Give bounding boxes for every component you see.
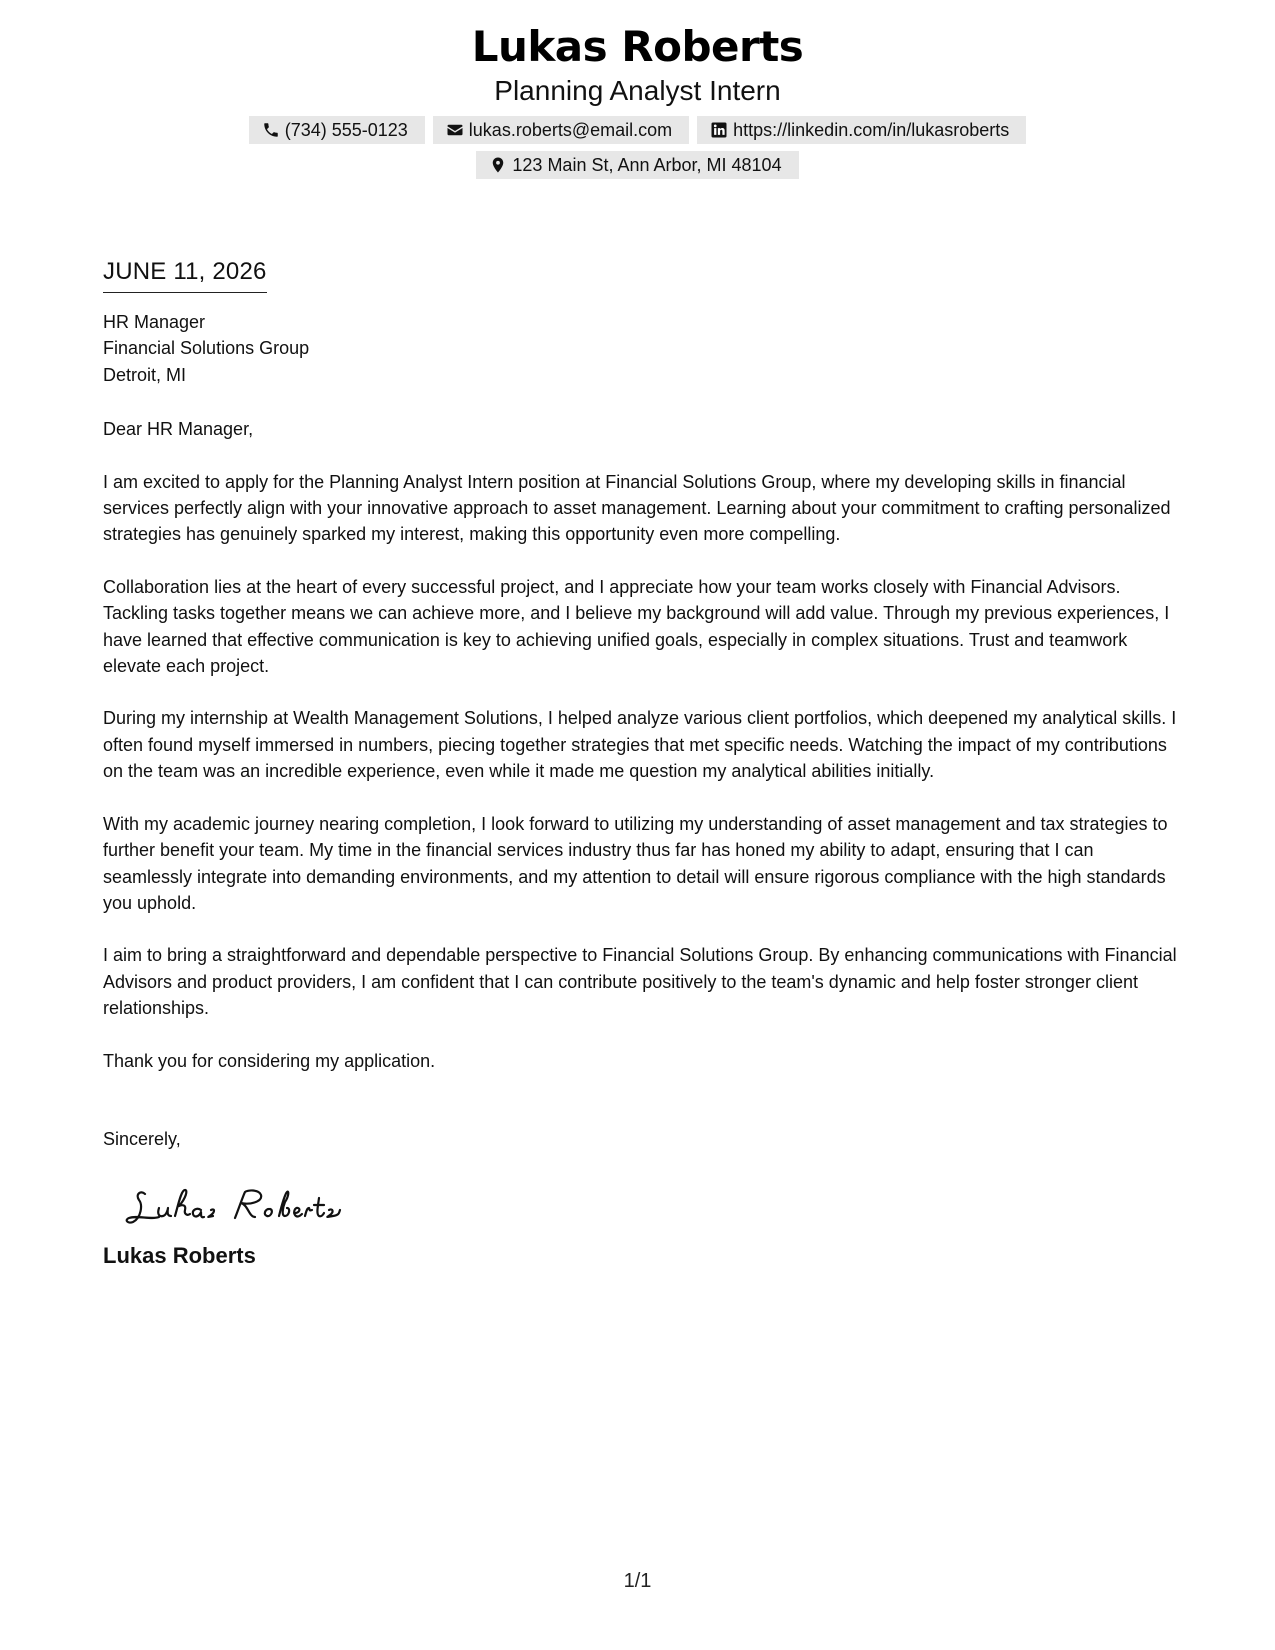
signed-name: Lukas Roberts xyxy=(103,1243,256,1269)
email-text: lukas.roberts@email.com xyxy=(468,119,673,140)
paragraph: During my internship at Wealth Management Solutions, I helped analyze various client portfolios, which deepened my analytical skills. I often found myself immersed in numbers, piecing together strategies that met specific needs. Watching the impact of my contributions on the team was an incredible experience, even while it made me question my analytical abilities initially. xyxy=(103,708,1177,782)
paragraph: Thank you for considering my application. xyxy=(103,1050,436,1071)
page-number: 1/1 xyxy=(623,1570,652,1592)
linkedin-icon xyxy=(710,121,728,139)
applicant-name: Lukas Roberts xyxy=(471,22,804,71)
paragraph: I am excited to apply for the Planning Analyst Intern position at Financial Solutions Group, where my developing skills in financial services perfectly align with your innovative approach to asset management. Learning about your commitment to crafting personalized strategies has genuinely sparked my interest, making this opportunity even more compelling. xyxy=(103,471,1171,545)
email-chip[interactable] xyxy=(433,116,689,144)
address-text: 123 Main St, Ann Arbor, MI 48104 xyxy=(512,154,782,175)
recipient-block xyxy=(103,309,1181,388)
letter-header xyxy=(0,18,1275,179)
letter-date: JUNE 11, 2026 xyxy=(103,256,267,293)
paragraph: With my academic journey nearing completion, I look forward to utilizing my understanding of asset management and tax strategies to further benefit your team. My time in the financial services industry thus far has honed my ability to adapt, ensuring that I can seamlessly integrate into demanding environments, and my attention to detail will ensure rigorous compliance with the high standards you uphold. xyxy=(103,813,1168,913)
paragraph: I aim to bring a straightforward and dependable perspective to Financial Solutions Group. By enhancing communications with Financial Advisors and product providers, I am confident that I can contribute positively to the team's dynamic and help foster stronger client relationships. xyxy=(103,945,1177,1019)
linkedin-chip[interactable] xyxy=(697,116,1026,144)
address-row xyxy=(0,151,1275,179)
recipient-location: Detroit, MI xyxy=(103,364,187,385)
phone-chip[interactable] xyxy=(249,116,425,144)
contact-row xyxy=(0,116,1275,144)
envelope-icon xyxy=(446,121,464,139)
signature-image xyxy=(123,1172,363,1232)
recipient-title: HR Manager xyxy=(103,312,206,332)
phone-icon xyxy=(262,121,280,139)
recipient-company: Financial Solutions Group xyxy=(103,338,310,359)
map-pin-icon xyxy=(489,156,507,174)
handwritten-signature xyxy=(123,1172,1181,1232)
linkedin-text: https://linkedin.com/in/lukasroberts xyxy=(733,119,1010,140)
address-chip[interactable] xyxy=(476,151,798,179)
salutation: Dear HR Manager, xyxy=(103,419,254,440)
applicant-role: Planning Analyst Intern xyxy=(494,75,781,106)
closing: Sincerely, xyxy=(103,1128,181,1149)
letter-body xyxy=(103,256,1181,1270)
phone-text: (734) 555-0123 xyxy=(284,119,408,140)
paragraph: Collaboration lies at the heart of every successful project, and I appreciate how your team works closely with Financial Advisors. Tackling tasks together means we can achieve more, and I believe my background will add value. Through my previous experiences, I have learned that effective communication is key to achieving unified goals, especially in complex situations. Trust and teamwork elevate each project. xyxy=(103,576,1170,677)
